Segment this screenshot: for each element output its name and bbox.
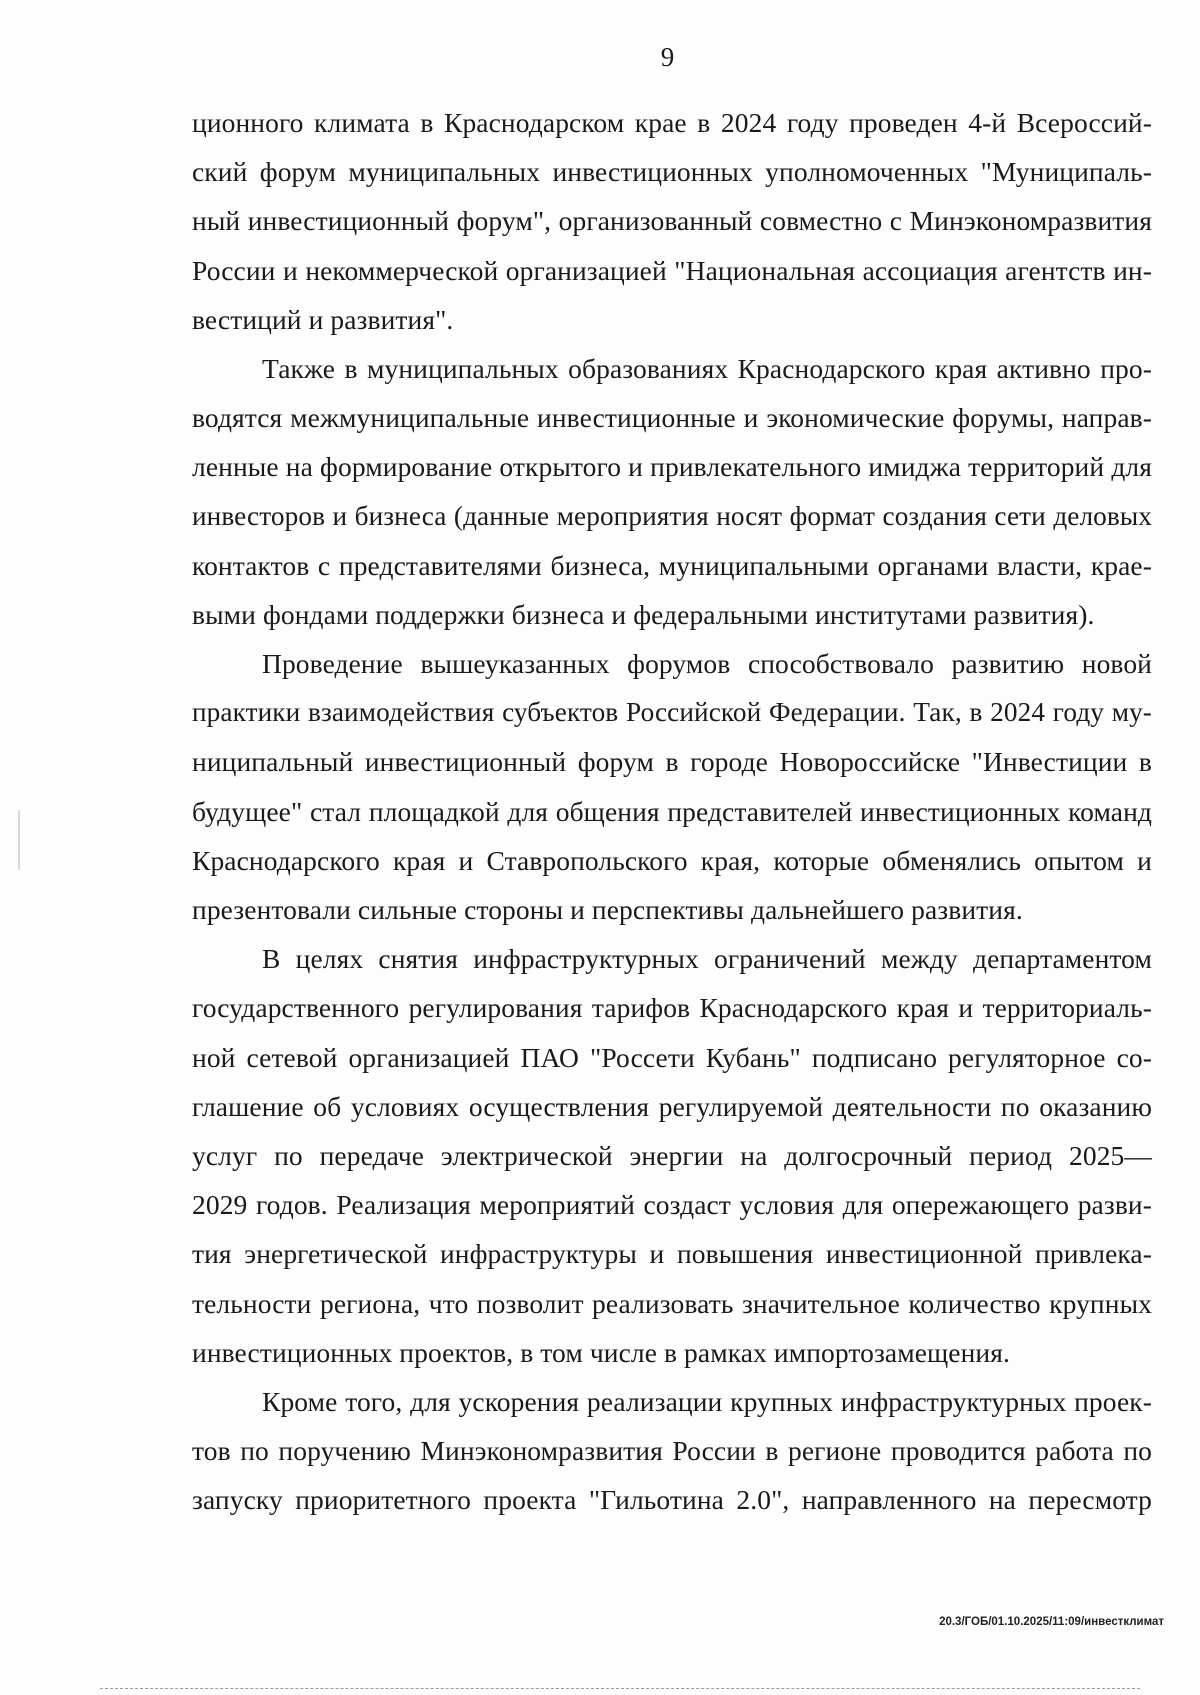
text-line: контактов с представителями бизнеса, муниципальными органами власти, крае-: [192, 549, 1152, 581]
document-footer-code: 20.3/ГОБ/01.10.2025/11:09/инвестклимат: [939, 1616, 1164, 1628]
text-line: Также в муниципальных образованиях Краснодарского края активно про-: [262, 352, 1152, 384]
page-number: 9: [660, 42, 675, 72]
text-line: глашение об условиях осуществления регулируемой деятельности по оказанию: [192, 1090, 1152, 1122]
text-line: тельности региона, что позволит реализовать значительное количество крупных: [192, 1287, 1152, 1319]
text-line: вестиций и развития".: [192, 303, 454, 335]
text-line: ный инвестиционный форум", организованный совместно с Минэкономразвития: [192, 205, 1152, 237]
text-line: Краснодарского края и Ставропольского края, которые обменялись опытом и: [192, 844, 1152, 876]
paragraph: [192, 344, 1152, 639]
text-line: водятся межмуниципальные инвестиционные и экономические форумы, направ-: [192, 402, 1152, 434]
text-line: практики взаимодействия субъектов Российской Федерации. Так, в 2024 году му-: [192, 697, 1152, 728]
text-line: будущее" стал площадкой для общения представителей инвестиционных команд: [192, 795, 1152, 827]
text-line: запуску приоритетного проекта "Гильотина 2.0", направленного на пересмотр: [192, 1484, 1152, 1516]
text-line: выми фондами поддержки бизнеса и федеральными институтами развития).: [192, 598, 1095, 630]
document-body: [192, 98, 1152, 1524]
text-line: Кроме того, для ускорения реализации крупных инфраструктурных проек-: [262, 1385, 1152, 1417]
paragraph: [192, 639, 1152, 934]
text-line: услуг по передаче электрической энергии на долгосрочный период 2025—: [192, 1139, 1152, 1171]
text-line: ский форум муниципальных инвестиционных уполномоченных "Муниципаль-: [192, 156, 1152, 188]
text-line: государственного регулирования тарифов Краснодарского края и территориаль-: [192, 992, 1152, 1024]
text-line: тов по поручению Минэкономразвития России в регионе проводится работа по: [192, 1435, 1152, 1467]
text-line: ной сетевой организацией ПАО "Россети Кубань" подписано регуляторное со-: [192, 1041, 1152, 1073]
text-line: ционного климата в Краснодарском крае в 2024 году проведен 4-й Всероссий-: [192, 107, 1152, 138]
paragraph: [192, 98, 1152, 344]
text-line: 2029 годов. Реализация мероприятий создаст условия для опережающего разви-: [192, 1189, 1152, 1221]
paragraph: [192, 934, 1152, 1377]
text-line: инвесторов и бизнеса (данные мероприятия носят формат создания сети деловых: [192, 500, 1152, 531]
text-line: России и некоммерческой организацией "Национальная ассоциация агентств ин-: [192, 254, 1152, 286]
page-bottom-divider: [100, 1688, 1140, 1689]
text-line: В целях снятия инфраструктурных ограничений между департаментом: [262, 943, 1152, 975]
paragraph: [192, 1377, 1152, 1525]
text-line: тия энергетической инфраструктуры и повышения инвестиционной привлека-: [192, 1238, 1152, 1270]
text-line: ленные на формирование открытого и привлекательного имиджа территорий для: [192, 451, 1152, 483]
text-line: ниципальный инвестиционный форум в городе Новороссийске "Инвестиции в: [192, 746, 1152, 778]
text-line: инвестиционных проектов, в том числе в рамках импортозамещения.: [192, 1336, 1010, 1368]
text-line: Проведение вышеуказанных форумов способствовало развитию новой: [262, 648, 1152, 680]
scan-artifact: [18, 810, 20, 870]
text-line: презентовали сильные стороны и перспективы дальнейшего развития.: [192, 894, 1023, 925]
